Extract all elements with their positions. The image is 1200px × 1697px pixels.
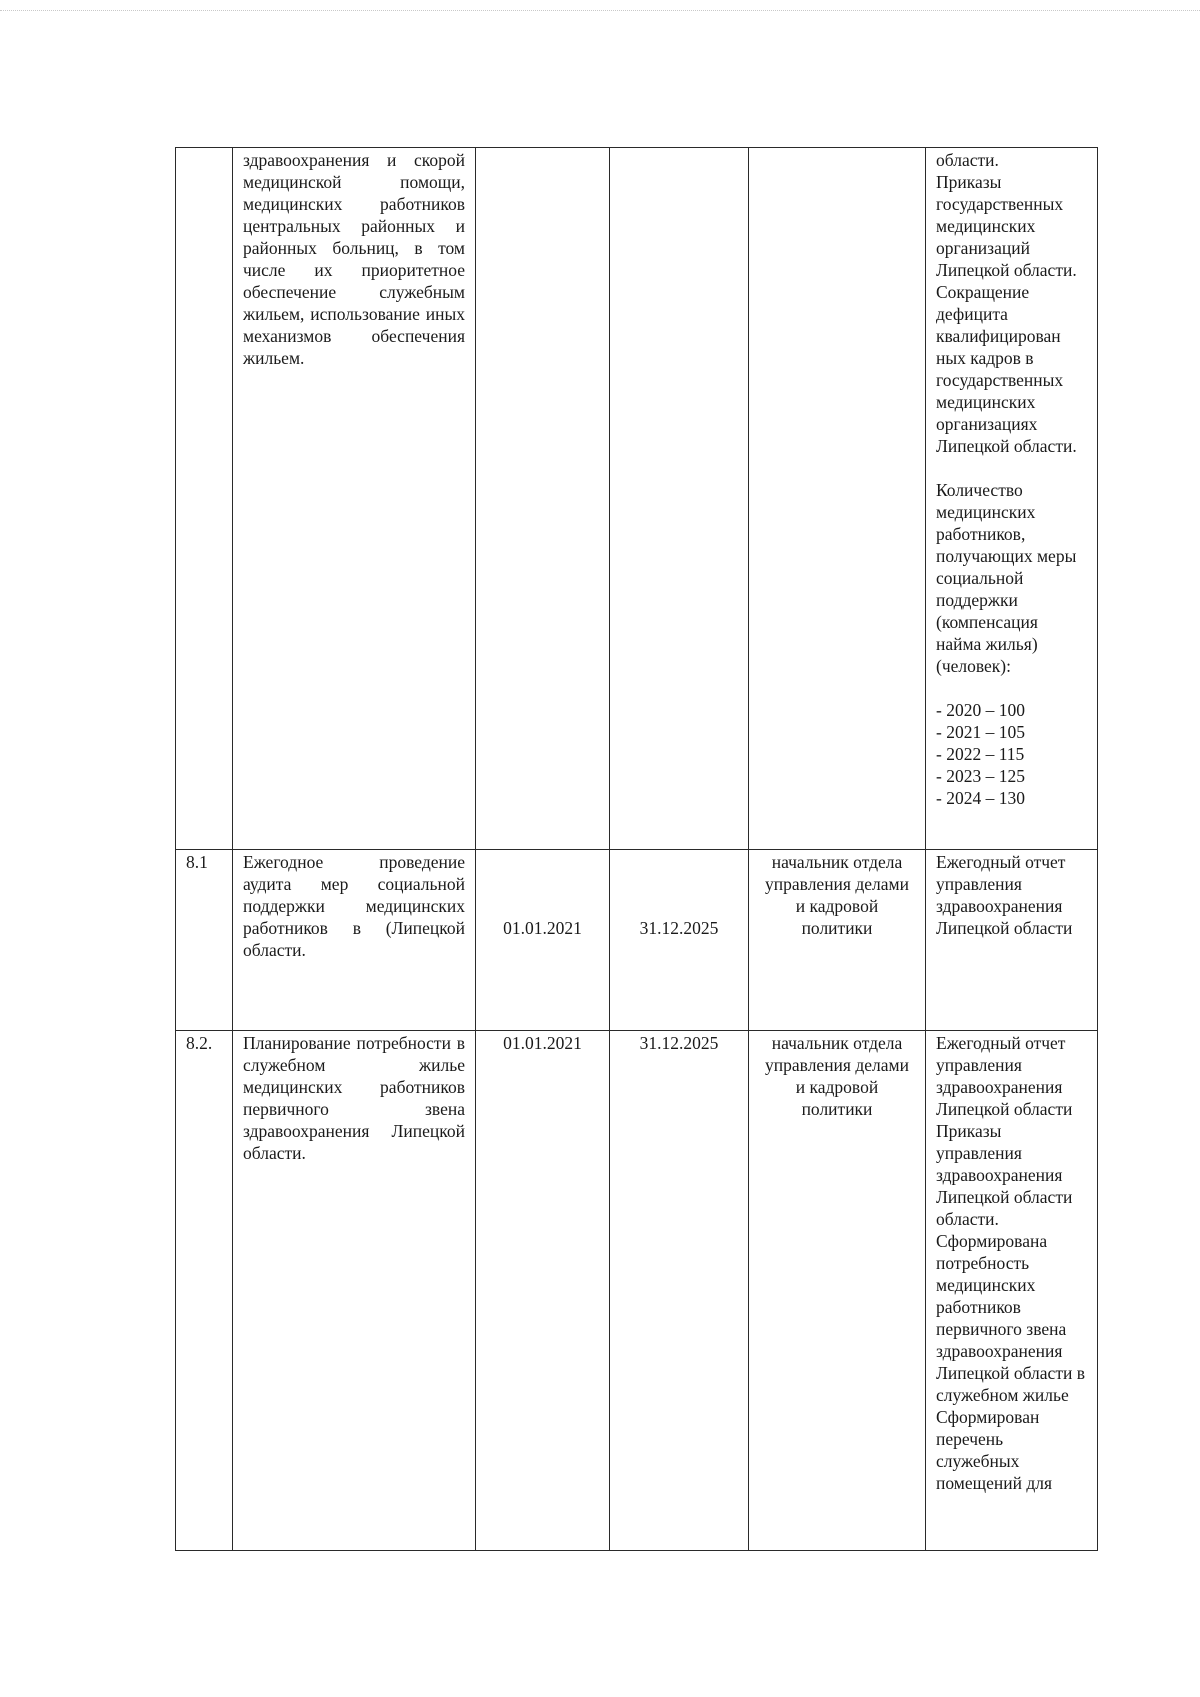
result-cell [926, 148, 1098, 850]
activity-cell: Ежегодное проведение аудита мер социальной поддержки медицинских работников в (Липецкой области. [233, 850, 476, 1031]
list-item: - 2020 – 100 [936, 700, 1025, 720]
end-date-cell [610, 850, 749, 1031]
list-item: - 2023 – 125 [936, 766, 1025, 786]
scan-edge-line [0, 10, 1200, 11]
activity-cell: Планирование потребности в служебном жилье медицинских работников первичного звена здравоохранения Липецкой области. [233, 1031, 476, 1551]
responsible-cell: начальник отдела управления делами и кадровой политики [749, 850, 926, 1031]
list-item: - 2022 – 115 [936, 744, 1025, 764]
start-date-cell [476, 850, 610, 1031]
table-row [176, 1031, 1098, 1551]
yearly-count-list [936, 699, 1087, 809]
table-row [176, 850, 1098, 1031]
table-row [176, 148, 1098, 850]
list-item: - 2021 – 105 [936, 722, 1025, 742]
start-date-cell [476, 148, 610, 850]
result-paragraph: области. Приказы государственных медицинских организаций Липецкой области. Сокращение дефицита квалифицирован ных кадров в государственных медицинских организациях Липецкой области. [936, 150, 1077, 456]
list-item: - 2024 – 130 [936, 788, 1025, 808]
responsible-cell [749, 148, 926, 850]
measures-table [175, 147, 1098, 1551]
result-paragraph: Количество медицинских работников, получающих меры социальной поддержки (компенсация найма жилья)(человек): [936, 480, 1077, 676]
result-cell: Ежегодный отчет управления здравоохранения Липецкой области [926, 850, 1098, 1031]
row-number-cell [176, 148, 233, 850]
responsible-cell: начальник отдела управления делами и кадровой политики [749, 1031, 926, 1551]
activity-cell: здравоохранения и скорой медицинской помощи, медицинских работников центральных районных и районных больниц, в том числе их приоритетное обеспечение служебным жильем, использование иных механизмов обеспечения жильем. [233, 148, 476, 850]
end-date: 31.12.2025 [639, 918, 719, 938]
row-number-cell: 8.2. [176, 1031, 233, 1551]
end-date-cell [610, 148, 749, 850]
end-date-cell: 31.12.2025 [610, 1031, 749, 1551]
result-cell: Ежегодный отчет управления здравоохранения Липецкой области Приказы управления здравоохранения Липецкой области области. Сформирована потребность медицинских работников первичного звена здравоохранения Липецкой области в служебном жилье Сформирован перечень служебных помещений для [926, 1031, 1098, 1551]
row-number-cell: 8.1 [176, 850, 233, 1031]
start-date: 01.01.2021 [503, 918, 582, 938]
start-date-cell: 01.01.2021 [476, 1031, 610, 1551]
